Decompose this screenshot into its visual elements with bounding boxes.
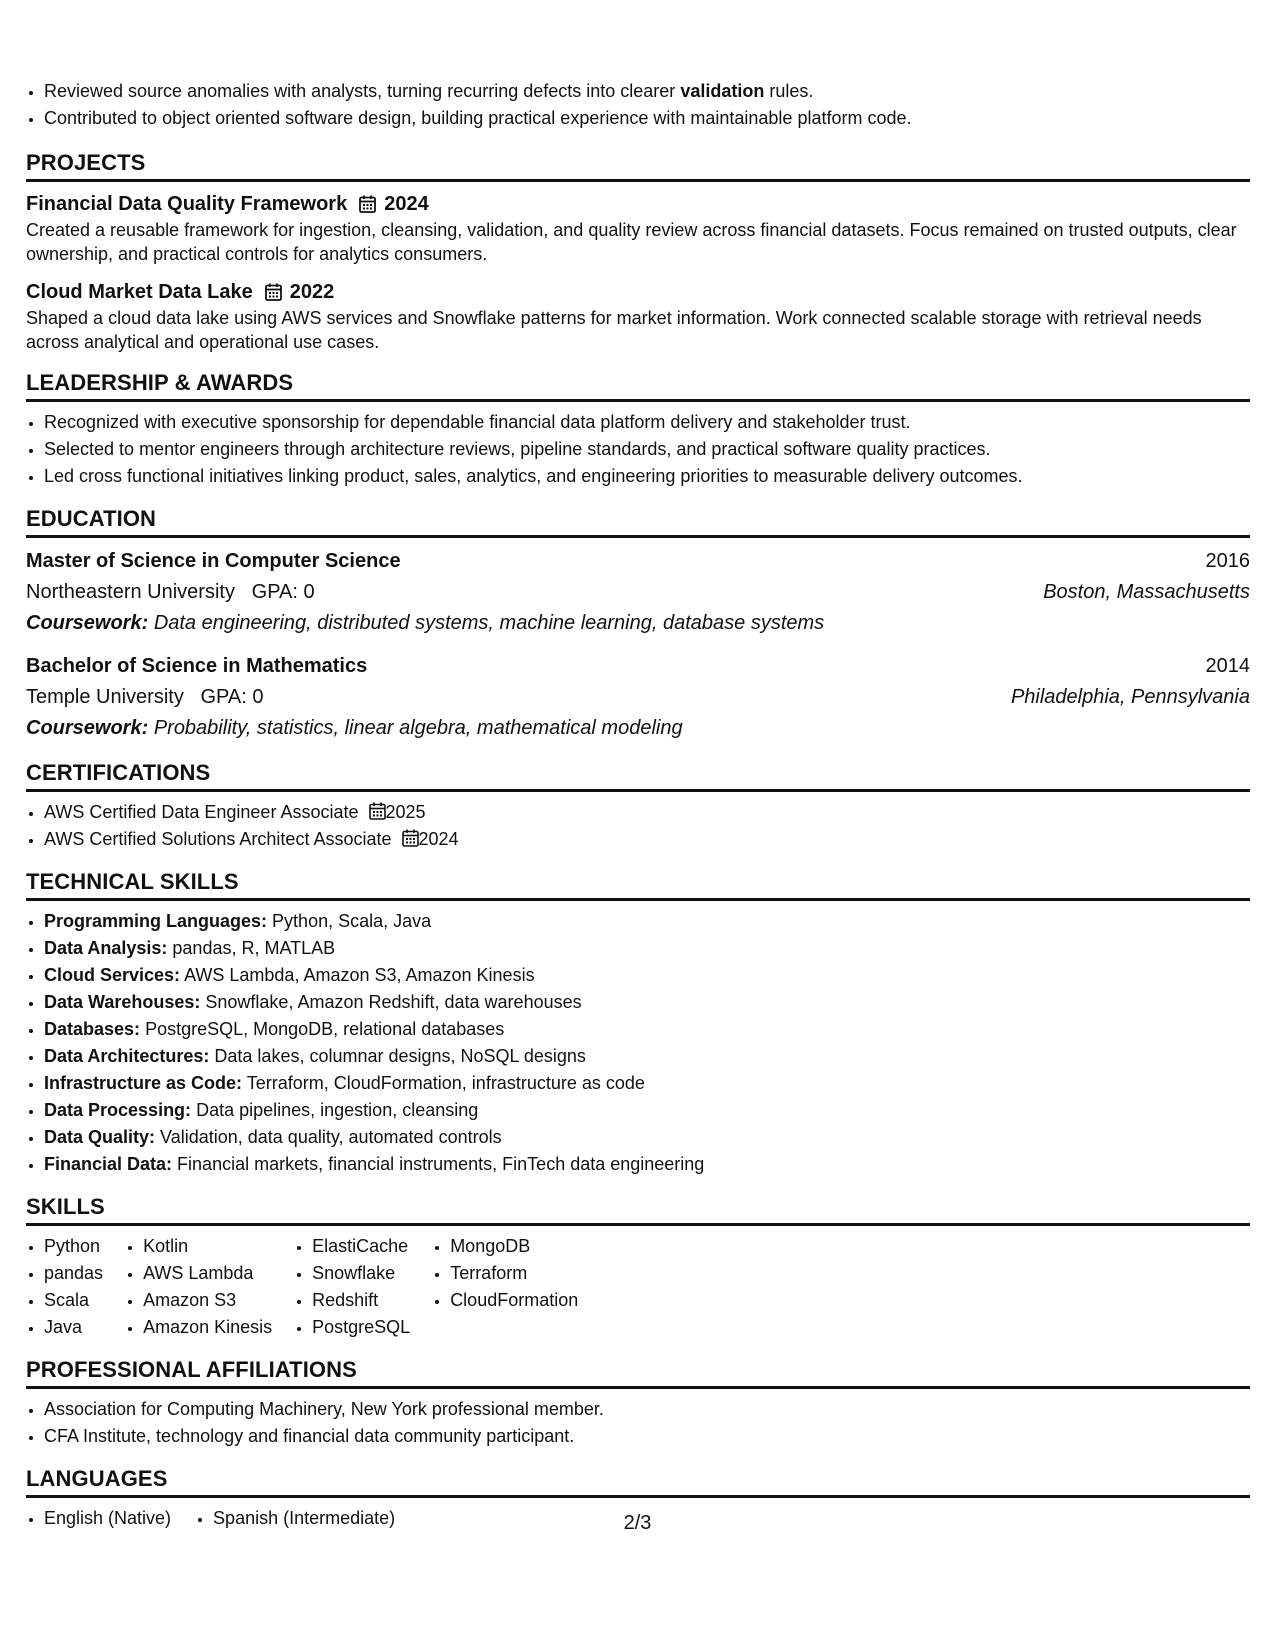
list-item: • CFA Institute, technology and financial data community participant. [44,1423,1250,1450]
certification-name: AWS Certified Data Engineer Associate [44,802,359,822]
project-description: Shaped a cloud data lake using AWS services and Snowflake patterns for market information. Work connected scalable storage with retrieval needs across analytical and operational use cases. [26,308,1202,352]
skills-column [294,1233,410,1341]
project-item [26,278,1250,354]
list-item: • Reviewed source anomalies with analysts, turning recurring defects into clearer validation rules. [44,78,1250,105]
section-title-languages: LANGUAGES [26,1466,1250,1498]
technical-skills-list [26,908,1250,1178]
certification-year: 2025 [385,802,426,822]
certification-name: AWS Certified Solutions Architect Associate [44,829,392,849]
project-name: Cloud Market Data Lake [26,281,253,303]
location: Boston, Massachusetts [1043,581,1250,603]
degree: Master of Science in Computer Science [26,550,401,572]
list-item: • Scala [44,1287,103,1314]
coursework-label: Coursework: [26,717,149,739]
calendar-icon [359,195,376,213]
affiliations-list [26,1396,1250,1450]
calendar-icon [369,802,386,820]
gpa: GPA: 0 [251,581,315,603]
skills-columns [26,1233,1250,1341]
graduation-year: 2014 [1205,655,1250,677]
list-item: • Contributed to object oriented software design, building practical experience with maintainable platform code. [44,105,1250,132]
coursework-label: Coursework: [26,612,149,634]
list-item: • Data Analysis: pandas, R, MATLAB [44,935,1250,962]
graduation-year: 2016 [1205,550,1250,572]
leadership-list [26,409,1250,490]
section-title-education: EDUCATION [26,506,1250,538]
section-title-certifications: CERTIFICATIONS [26,760,1250,792]
education-item [26,651,1250,744]
list-item: • Kotlin [143,1233,272,1260]
list-item: • Data Processing: Data pipelines, ingestion, cleansing [44,1097,1250,1124]
list-item: • pandas [44,1260,103,1287]
coursework: Probability, statistics, linear algebra, mathematical modeling [153,717,683,739]
list-item: • Amazon S3 [143,1287,272,1314]
list-item: • Snowflake [312,1260,410,1287]
list-item [44,826,1250,853]
list-item: • English (Native) [44,1505,171,1532]
list-item: • Cloud Services: AWS Lambda, Amazon S3, Amazon Kinesis [44,962,1250,989]
experience-bullets [26,78,1250,132]
certifications-list [26,799,1250,853]
calendar-icon [265,283,282,301]
education-item [26,546,1250,639]
gpa: GPA: 0 [200,686,264,708]
list-item: • Data Architectures: Data lakes, columnar designs, NoSQL designs [44,1043,1250,1070]
section-title-technical-skills: TECHNICAL SKILLS [26,869,1250,901]
list-item: • Programming Languages: Python, Scala, Java [44,908,1250,935]
list-item: • Infrastructure as Code: Terraform, CloudFormation, infrastructure as code [44,1070,1250,1097]
section-title-projects: PROJECTS [26,150,1250,182]
list-item: • Led cross functional initiatives linking product, sales, analytics, and engineering priorities to measurable delivery outcomes. [44,463,1250,490]
school: Northeastern University [26,581,235,603]
list-item: • Python [44,1233,103,1260]
list-item: • Recognized with executive sponsorship for dependable financial data platform delivery and stakeholder trust. [44,409,1250,436]
list-item: • Data Warehouses: Snowflake, Amazon Redshift, data warehouses [44,989,1250,1016]
project-year: 2022 [289,281,335,303]
school: Temple University [26,686,184,708]
list-item: • Association for Computing Machinery, New York professional member. [44,1396,1250,1423]
list-item: • Redshift [312,1287,410,1314]
project-name: Financial Data Quality Framework [26,193,348,215]
list-item: • CloudFormation [450,1287,578,1314]
skills-column [26,1233,103,1341]
resume-page [26,78,1250,1532]
list-item: • AWS Lambda [143,1260,272,1287]
section-title-skills: SKILLS [26,1194,1250,1226]
list-item: • Java [44,1314,103,1341]
project-item [26,190,1250,266]
section-title-affiliations: PROFESSIONAL AFFILIATIONS [26,1357,1250,1389]
list-item: • MongoDB [450,1233,578,1260]
list-item: • Financial Data: Financial markets, financial instruments, FinTech data engineering [44,1151,1250,1178]
degree: Bachelor of Science in Mathematics [26,655,368,677]
certification-year: 2024 [418,829,459,849]
list-item: • Amazon Kinesis [143,1314,272,1341]
list-item: • Data Quality: Validation, data quality, automated controls [44,1124,1250,1151]
list-item: • Selected to mentor engineers through architecture reviews, pipeline standards, and practical software quality practices. [44,436,1250,463]
list-item: • Databases: PostgreSQL, MongoDB, relational databases [44,1016,1250,1043]
location: Philadelphia, Pennsylvania [1010,686,1250,708]
list-item: • PostgreSQL [312,1314,410,1341]
project-year: 2024 [384,193,429,215]
page-number: 2/3 [623,1512,652,1534]
list-item: • ElastiCache [312,1233,410,1260]
project-description: Created a reusable framework for ingestion, cleansing, validation, and quality review across financial datasets. Focus remained on trusted outputs, clear ownership, and practical controls for analytics consumers. [26,220,1237,264]
section-title-leadership: LEADERSHIP & AWARDS [26,370,1250,402]
coursework: Data engineering, distributed systems, machine learning, database systems [153,612,825,634]
list-item [44,799,1250,826]
skills-column [125,1233,272,1341]
skills-column [432,1233,578,1341]
list-item: • Terraform [450,1260,578,1287]
list-item: • Spanish (Intermediate) [213,1505,395,1532]
calendar-icon [402,829,419,847]
